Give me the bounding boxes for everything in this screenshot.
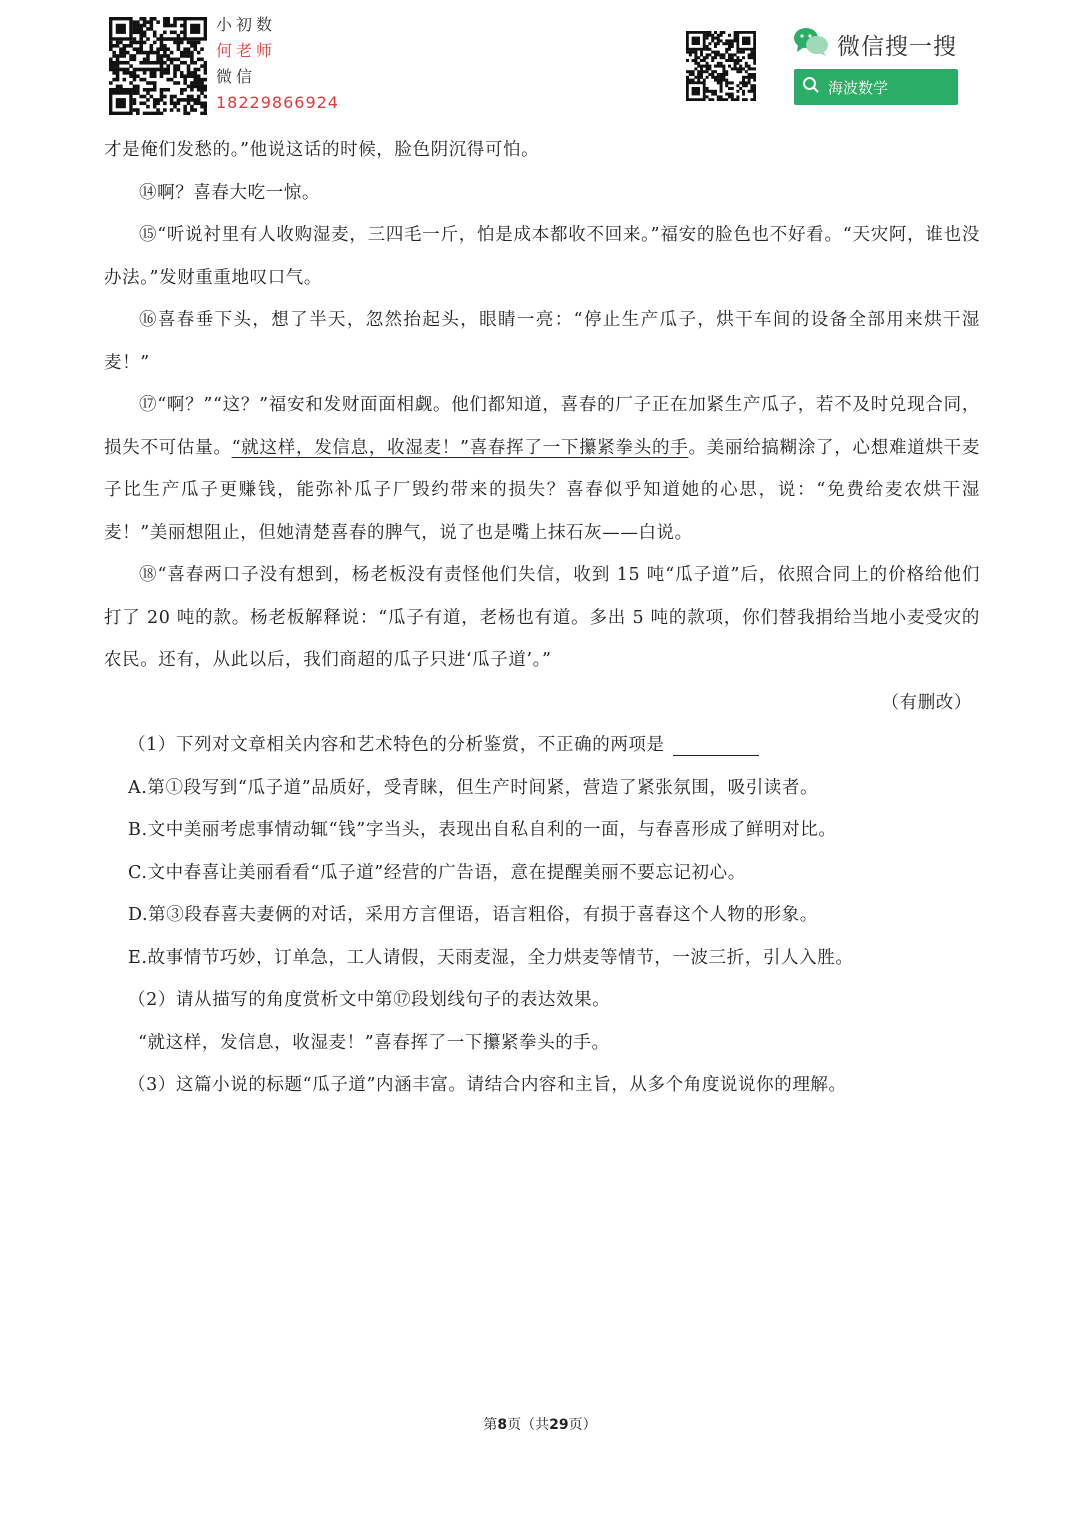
underlined-sentence: “就这样，发信息，收湿麦！”喜春挥了一下攥紧拳头的手 (231, 437, 689, 458)
option-d: D.第③段春喜夫妻俩的对话，采用方言俚语，语言粗俗，有损于喜春这个人物的形象。 (128, 905, 818, 925)
option-a: A.第①段写到“瓜子道”品质好，受青睐，但生产时间紧，营造了紧张氛围，吸引读者。 (128, 777, 819, 798)
footer-prefix: 第 (483, 1417, 498, 1433)
paragraph-16: ⑯喜春垂下头，想了半天，忽然抬起头，眼睛一亮：“停止生产瓜子，烘干车间的设备全部用来烘干湿麦！” (104, 310, 980, 373)
page-number: 8 (497, 1417, 508, 1433)
wechat-search-label: 海波数学 (828, 78, 889, 97)
question-1 (128, 724, 980, 767)
question-2-quote: “就这样，发信息，收湿麦！”喜春挥了一下攥紧拳头的手。 (138, 1032, 610, 1053)
promo-title: 小初数 (216, 15, 277, 34)
promo-phone: 18229866924 (216, 93, 339, 112)
promo-contact (216, 12, 346, 116)
page-footer (0, 1414, 1080, 1434)
paragraph-14: ⑭啊？喜春大吃一惊。 (139, 182, 320, 203)
promo-teacher: 何老师 (216, 41, 277, 60)
wechat-brand (793, 28, 957, 60)
edit-note: （有删改） (881, 692, 972, 713)
option-e: E.故事情节巧妙，订单急，工人请假，天雨麦湿，全力烘麦等情节，一波三折，引人入胜。 (128, 947, 854, 968)
question-3: （3）这篇小说的标题“瓜子道”内涵丰富。请结合内容和主旨，从多个角度说说你的理解。 (128, 1075, 847, 1095)
footer-suffix: 页） (568, 1417, 597, 1433)
wechat-search-button[interactable] (794, 69, 958, 105)
option-b: B.文中美丽考虑事情动辄“钱”字当头，表现出自私自利的一面，与春喜形成了鲜明对比。 (128, 820, 837, 840)
article-body (104, 129, 980, 1107)
paragraph-17-end: 。美丽给搞糊涂了，心想难道烘干麦子比生产瓜子更赚钱，能弥补瓜子厂毁约带来的损失？喜春似乎知道她的心思，说：“免费给麦农烘干湿麦！”美丽想阻止，但她清楚喜春的脾气，说了也是嘴上抹石灰——白说。 (104, 437, 980, 543)
paragraph-continued: 才是俺们发愁的。”他说这话的时候，脸色阴沉得可怕。 (104, 140, 540, 160)
qr-code-icon (109, 17, 207, 115)
question-1-text: （1）下列对文章相关内容和艺术特色的分析鉴赏，不正确的两项是 (128, 735, 665, 755)
answer-blank[interactable] (673, 731, 759, 756)
paragraph-18: ⑱“喜春两口子没有想到，杨老板没有责怪他们失信，收到 15 吨“瓜子道”后，依照合同上的价格给他们打了 20 吨的款。杨老板解释说：“瓜子有道，老杨也有道。多出 5 吨的款项，你们替我捐给当地小麦受灾的农民。还有，从此以后，我们商超的瓜子只进‘瓜子道’。” (104, 565, 980, 670)
promo-wechat: 微信 (216, 67, 257, 86)
paragraph-17 (104, 384, 980, 554)
paragraph-15: ⑮“听说衬里有人收购湿麦，三四毛一斤，怕是成本都收不回来。”福安的脸色也不好看。“天灾阿，谁也没办法。”发财重重地叹口气。 (104, 225, 980, 288)
wechat-logo-icon (793, 27, 829, 61)
qr-code-icon (686, 31, 756, 101)
wechat-brand-text: 微信搜一搜 (837, 33, 957, 60)
option-c: C.文中春喜让美丽看看“瓜子道”经营的广告语，意在提醒美丽不要忘记初心。 (128, 862, 746, 883)
questions (104, 724, 980, 1107)
page-total: 29 (549, 1417, 569, 1433)
question-2: （2）请从描写的角度赏析文中第⑰段划线句子的表达效果。 (128, 990, 611, 1010)
paragraph-17-start: ⑰“啊？”“这？”福安和发财面面相觑。他们都知道，喜春的厂子正在加紧生产瓜子，若不及时兑现合同，损失不可估量。 (104, 395, 980, 458)
footer-mid: 页（共 (507, 1417, 550, 1433)
search-icon (802, 76, 820, 98)
